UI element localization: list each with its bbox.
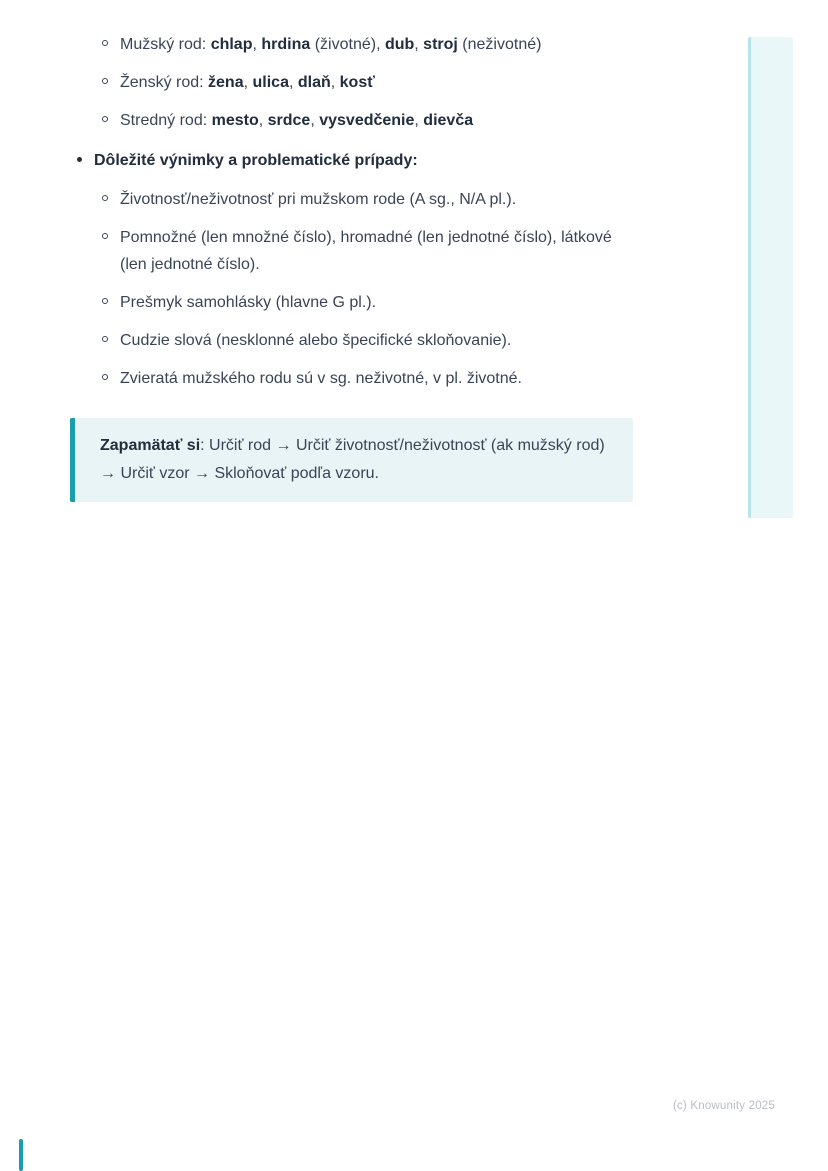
copyright-footer: (c) Knowunity 2025 [672,1100,775,1112]
notes-content [70,31,636,502]
callout-title: Zapamätať si [100,437,201,454]
page-edge-strip [748,37,793,518]
list-item: Cudzie slová (nesklonné alebo špecifické skloňovanie). [70,327,636,354]
next-page-edge-mark [19,1139,23,1171]
list-item: Mužský rod: chlap, hrdina (životné), dub, stroj (neživotné) [70,31,636,58]
callout-separator: : [200,437,210,454]
list-item: Životnosť/neživotnosť pri mužskom rode (A sg., N/A pl.). [70,186,636,213]
exceptions-list [70,186,636,392]
list-item: Zvieratá mužského rodu sú v sg. neživotné, v pl. životné. [70,365,636,392]
remember-callout [70,418,633,502]
exceptions-heading: Dôležité výnimky a problematické prípady: [70,147,636,174]
gender-examples-list [70,31,636,134]
list-item: Prešmyk samohlásky (hlavne G pl.). [70,289,636,316]
callout-body: Určiť rod → Určiť životnosť/neživotnosť (ak mužský rod) → Určiť vzor → Skloňovať podľa vzoru. [100,437,605,482]
list-item: Stredný rod: mesto, srdce, vysvedčenie, dievča [70,107,636,134]
list-item: Pomnožné (len množné číslo), hromadné (len jednotné číslo), látkové (len jednotné číslo). [70,224,636,278]
list-item: Ženský rod: žena, ulica, dlaň, kosť [70,69,636,96]
exceptions-section [70,147,636,174]
